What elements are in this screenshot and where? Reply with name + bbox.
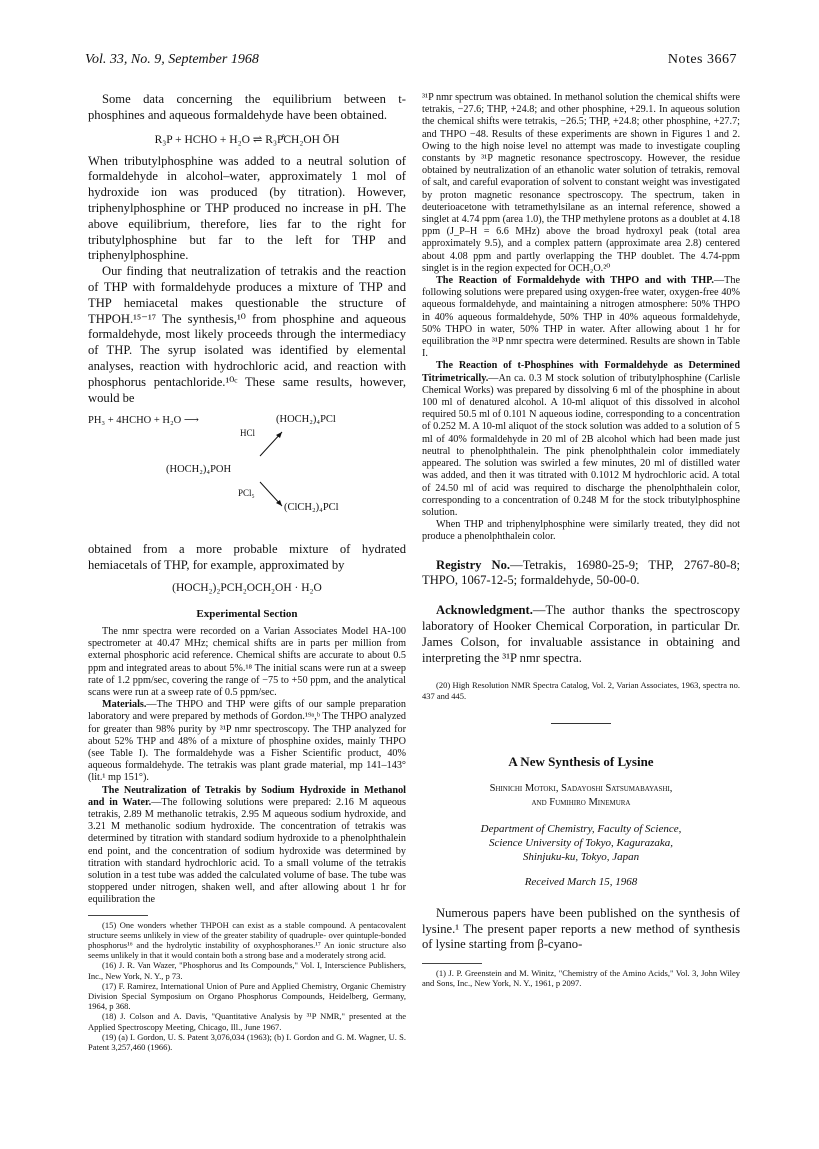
running-header-volume: Vol. 33, No. 9, September 1968 — [85, 52, 259, 67]
neutralization-text: —The following solutions were prepared: 2.16 M aqueous tetrakis, 2.89 M methanolic tetrakis, 2.95 M aqueous sodium hydroxide, and 3.21 M methanolic sodium hydroxide. The concentration of tetrakis was determined by titration with standard sodium hydroxide to a phenolphthalein end point, and the concentration of sodium hydroxide was determined by titration with standard hydrochloric acid. To a small volume of the tetrakis solution in a test tube was added the calculated volume of base. The tube was stoppered under nitrogen, shaken well, and after allowing about 1 hr for equilibration the — [88, 796, 406, 906]
registry-text: —Tetrakis, 16980-25-9; THP, 2767-80-8; THPO, 1067-12-5; formaldehyde, 50-00-0. — [422, 557, 740, 588]
paragraph-nmr-method: The nmr spectra were recorded on a Varian Associates Model HA-100 spectrometer at 40.47 MHz; chemical shifts are in parts per million from external phosphoric acid reference. Chemical shifts are accurate to about 0.5 ppm and integrated areas to about 5%.¹⁸ The initial scans were run at a sweep rate of 1.2 ppm/sec, covering the range of −75 to +50 ppm, and the analytical scans were run at a sweep rate of 0.5 ppm/sec. — [88, 625, 406, 698]
reaction-scheme — [88, 406, 406, 556]
right-column — [422, 92, 740, 989]
reaction-reactants: PH₃ + 4HCHO + H₂O ⟶ — [88, 415, 199, 427]
paragraph-thp-triphenyl: When THP and triphenylphosphine were similarly treated, they did not produce a phenolphthalein color. — [422, 519, 740, 543]
paragraph-acknowledgment — [422, 603, 740, 666]
titrimetric-text: —An ca. 0.3 M stock solution of tributylphosphine (Carlisle Chemical Works) was prepared by dissolving 6 ml of the phosphine in about 100 ml of denatured alcohol. A 10-ml aliquot of this dissolved in alcohol required 50.5 ml of 0.101 N aqueous iodine, corresponding to a concentration of 0.252 M. A 10-ml aliquot of the stock solution was added to a solution of 5 ml of 40% formaldehyde in 20 ml of 2B alcohol which had been made just neutral to phenolphthalein. The pink phenolphthalein color immediately appeared. The solution was swirled a few minutes, 20 ml of distilled water was added, and then it was titrated with 0.1012 M hydrochloric acid. A total of 24.50 ml of acid was required to discharge the phenolphthalein color, corresponding to a concentration of 0.248 M for the stock tributylphosphine solution. — [422, 372, 740, 518]
article-divider — [551, 723, 611, 724]
footnote-19: (19) (a) I. Gordon, U. S. Patent 3,076,034 (1963); (b) I. Gordon and G. M. Wagner, U. S. Patent 3,257,460 (1966). — [88, 1031, 406, 1053]
authors-line-1: Shinichi Motoki, Sadayoshi Satsumabayashi, — [489, 782, 673, 794]
article-affiliation — [422, 822, 740, 864]
paragraph-formaldehyde-thpo — [422, 275, 740, 360]
paragraph-hemiacetals: obtained from a more probable mixture of hydrated hemiacetals of THP, for example, approximated by — [88, 542, 406, 573]
left-column — [88, 92, 406, 1052]
materials-heading: Materials. — [102, 699, 147, 711]
article-received-date: Received March 15, 1968 — [524, 875, 638, 888]
heading-experimental-section: Experimental Section — [196, 607, 298, 620]
acknowledgment-heading: Acknowledgment. — [436, 603, 533, 618]
footnote-17: (17) F. Ramirez, International Union of Pure and Applied Chemistry, Organic Chemistry Division Special Symposium on Organo Phosphorus Compounds, Heidelberg, Germany, 1964, p 368. — [88, 980, 406, 1012]
affiliation-line-2: Science University of Tokyo, Kagurazaka, — [488, 836, 674, 849]
article-title: A New Synthesis of Lysine — [508, 753, 654, 769]
paragraph-tributylphosphine: When tributylphosphine was added to a neutral solution of formaldehyde in alcohol–water, approximately 1 mol of hydroxide ion was produced (by titration). However, triphenylphosphine or THP produced no increase in pH. The above equilibrium, therefore, lies far to the right for tributylphosphine but far to the left for THP and triphenylphosphine. — [88, 153, 406, 263]
affiliation-line-3: Shinjuku-ku, Tokyo, Japan — [522, 850, 640, 863]
reaction-bottom-product: (ClCH₂)₄PCl — [284, 502, 339, 514]
footnote-16: (16) J. R. Van Wazer, "Phosphorus and Its Compounds," Vol. I, Interscience Publishers, Inc., New York, N. Y., p 73. — [88, 960, 406, 981]
formaldehyde-thpo-text: —The following solutions were prepared using oxygen-free water, oxygen-free 40% aqueous formaldehyde, and maintaining a nitrogen atmosphere: 50% THPO in 40% aqueous formaldehyde, 50% THP in 40% aqueous formaldehyde, 50% THPO in water, 50% THP in water. After allowing about 1 hr for equilibration the ³¹P nmr spectra were determined. Results are shown in Table I. — [422, 275, 740, 360]
article-footnote-1: (1) J. P. Greenstein and M. Winitz, "Chemistry of the Amino Acids," Vol. 3, John Wiley and Sons, Inc., New York, N. Y., 1961, p 2097. — [422, 968, 740, 989]
materials-text: —The THPO and THP were gifts of our sample preparation laboratory and were prepared by methods of Gordon.¹⁹ᵃ,ᵇ The THPO analyzed for greater than 98% purity by ³¹P nmr spectroscopy. The THP analyzed for about 52% THP and 48% of a mixture of phosphine oxides, mainly THPO (see Table I). The formaldehyde was a Fisher Scientific product, 40% aqueous formaldehyde. The tetrakis was plant grade material, mp 141–143° (lit.¹ mp 151°). — [88, 699, 406, 784]
reaction-hcl-reagent: HCl — [240, 428, 256, 439]
paragraph-equilibrium-intro: Some data concerning the equilibrium between t-phosphines and aqueous formaldehyde have been obtained. — [88, 92, 406, 122]
affiliation-line-1: Department of Chemistry, Faculty of Science, — [480, 822, 682, 835]
article-authors — [422, 782, 740, 810]
equation-hemiacetal: (HOCH₂)₂PCH₂OCH₂OH · H₂O — [172, 581, 322, 594]
reaction-center-compound: (HOCH₂)₄POH — [166, 464, 232, 476]
paragraph-thpoh-structure: Our finding that neutralization of tetrakis and the reaction of THP with formaldehyde produces a mixture of THP and THP hemiacetal makes questionable the structure of THPOH.¹⁵⁻¹⁷ The synthesis,¹⁰ from phosphine and aqueous formaldehyde, most likely proceeds through the intermediacy of THP. The syrup isolated was identified by elemental analyses, reaction with hydrochloric acid, and reaction with phosphorus pentachloride.¹⁰ᶜ These same results, however, would be — [88, 264, 406, 405]
arrow-to-chloromethyl-icon — [256, 480, 286, 510]
authors-line-2: and Fumihiro Minemura — [531, 796, 631, 808]
footnote-divider — [88, 915, 148, 916]
formaldehyde-thpo-heading: The Reaction of Formaldehyde with THPO and with THP. — [436, 275, 714, 287]
paragraph-materials — [88, 699, 406, 784]
paragraph-titrimetric — [422, 360, 740, 519]
paragraph-nmr-results: ³¹P nmr spectrum was obtained. In methanol solution the chemical shifts were tetrakis, −27.6; THP, +24.8; and other phosphine, +29.1. In aqueous solution the chemical shifts were tetrakis, −26.5; THP, +24.8; other phosphine, +27.7; and THPO −48. Results of these experiments are shown in Figures 1 and 2. Owing to the high noise level no attempt was made to investigate coupling constants by ³¹P magnetic resonance spectroscopy. However, the residue obtained by neutralization of an ethanolic water solution of tetrakis, removal of salt, and careful evaporation of solvent to constant weight was investigated by proton magnetic resonance spectroscopy. The spectrum, taken in deuterioacetone with tetramethylsilane as an internal reference, showed a singlet at 4.74 ppm (area 1.0), the THP methylene protons as a doublet at 4.18 ppm (J_P–H = 6.6 MHz) above the broad hydroxyl peak (total area approximately 9.5), and a complex pattern (approximate area 2.8) centered about 4.08 ppm and partly overlapping the THP doublet. The 4.74-ppm singlet is in the region expected for OCH₂O.²⁰ — [422, 92, 741, 274]
paragraph-registry — [422, 558, 740, 590]
reaction-pcl5-reagent: PCl₅ — [238, 488, 255, 499]
article-intro-paragraph: Numerous papers have been published on the synthesis of lysine.¹ The present paper reports a new method of synthesis of lysine starting from β-cyano- — [422, 905, 740, 952]
registry-heading: Registry No. — [436, 557, 511, 572]
neutralization-heading: The Neutralization of Tetrakis by Sodium Hydroxide in Methanol and in Water. — [88, 784, 406, 808]
running-header-page: Notes 3667 — [667, 52, 737, 67]
titrimetric-heading: The Reaction of t-Phosphines with Formaldehyde as Determined Titrimetrically. — [422, 360, 740, 384]
article-footnote-divider — [422, 963, 482, 964]
arrow-to-chloride-icon — [256, 428, 286, 458]
paragraph-neutralization — [88, 785, 406, 907]
footnote-18: (18) J. Colson and A. Davis, "Quantitative Analysis by ³¹P NMR," presented at the Applied Spectroscopy Meeting, Chicago, Ill., June 1967. — [88, 1011, 406, 1032]
reaction-top-product: (HOCH₂)₄PCl — [276, 414, 336, 426]
footnote-20: (20) High Resolution NMR Spectra Catalog, Vol. 2, Varian Associates, 1963, spectra no. 437 and 445. — [422, 680, 740, 701]
equation-equilibrium: R₃P + HCHO + H₂O ⇌ R₃P̊CH₂OH ŌH — [154, 133, 340, 146]
footnote-15: (15) One wonders whether THPOH can exist as a stable compound. A pentacovalent structure seems unlikely in view of the greater stability of quadruple- over quintuple-bonded phosphorus¹⁶ and the hydrolytic instability of oxyphosphoranes.¹⁷ An ionic structure also seems unlikely in that it would contain both a strong base and a moderately strong acid. — [88, 919, 406, 961]
acknowledgment-text: —The author thanks the spectroscopy laboratory of Hooker Chemical Corporation, in particular Dr. James Colson, for invaluable assistance in obtaining and interpreting the ³¹P nmr spectra. — [422, 603, 740, 665]
